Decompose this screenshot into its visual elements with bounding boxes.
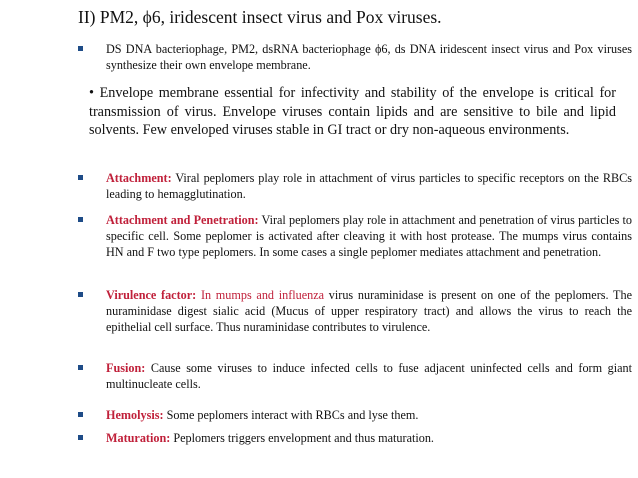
slide-title: II) PM2, ϕ6, iridescent insect virus and Pox viruses. xyxy=(78,7,442,27)
bullet-hemolysis xyxy=(78,407,632,423)
point-label: Maturation: xyxy=(106,431,171,445)
point-text: virus nuraminidase is present on one of the peplomers. The nuraminidase digest sialic acid (Mucus of upper respiratory tract) and allows the virus to reach the epithelial cell surface. Thus nuraminidase contributes to virulence. xyxy=(106,288,632,334)
bullet-marker xyxy=(78,217,83,222)
bullet-attachment-penetration xyxy=(78,212,632,260)
point-label: Attachment and Penetration: xyxy=(106,213,259,227)
point-label: Hemolysis: xyxy=(106,408,164,422)
bullet-marker xyxy=(78,46,83,51)
bullet-marker xyxy=(78,435,83,440)
point-text: Viral peplomers play role in attachment of virus particles to specific receptors on the RBCs leading to hemagglutination. xyxy=(106,171,632,201)
bullet-fusion xyxy=(78,360,632,392)
bullet-virulence-factor xyxy=(78,287,632,335)
bullet-marker xyxy=(78,412,83,417)
bullet-marker xyxy=(78,365,83,370)
point-text: Cause some viruses to induce infected cells to fuse adjacent uninfected cells and form giant multinucleate cells. xyxy=(106,361,632,391)
point-text: Peplomers triggers envelopment and thus maturation. xyxy=(170,431,434,445)
bullet-marker xyxy=(78,292,83,297)
bullet-intro xyxy=(78,41,632,73)
bullet-marker xyxy=(78,175,83,180)
bullet-text: DS DNA bacteriophage, PM2, dsRNA bacteriophage ϕ6, ds DNA iridescent insect virus and Pox viruses synthesize their own envelope membrane. xyxy=(106,42,632,72)
point-label: Fusion: xyxy=(106,361,146,375)
bullet-attachment xyxy=(78,170,632,202)
point-text: Viral peplomers play role in attachment and penetration of virus particles to specific cell. Some peplomer is activated after cleaving it with host protease. The mumps virus contains HN and F two type peplomers. In some cases a single peplomer mediates attachment and penetration. xyxy=(106,213,632,259)
point-label: Attachment: xyxy=(106,171,172,185)
point-highlight: In mumps and influenza xyxy=(196,288,325,302)
point-text: Some peplomers interact with RBCs and lyse them. xyxy=(163,408,419,422)
point-label: Virulence factor: xyxy=(106,288,197,302)
bullet-maturation xyxy=(78,430,632,446)
envelope-note: • Envelope membrane essential for infectivity and stability of the envelope is critical for transmission of virus. Envelope viruses contain lipids and are sensitive to bile and lipid solvents. Few enveloped viruses stable in GI tract or dry non-aqueous environments. xyxy=(89,85,616,138)
